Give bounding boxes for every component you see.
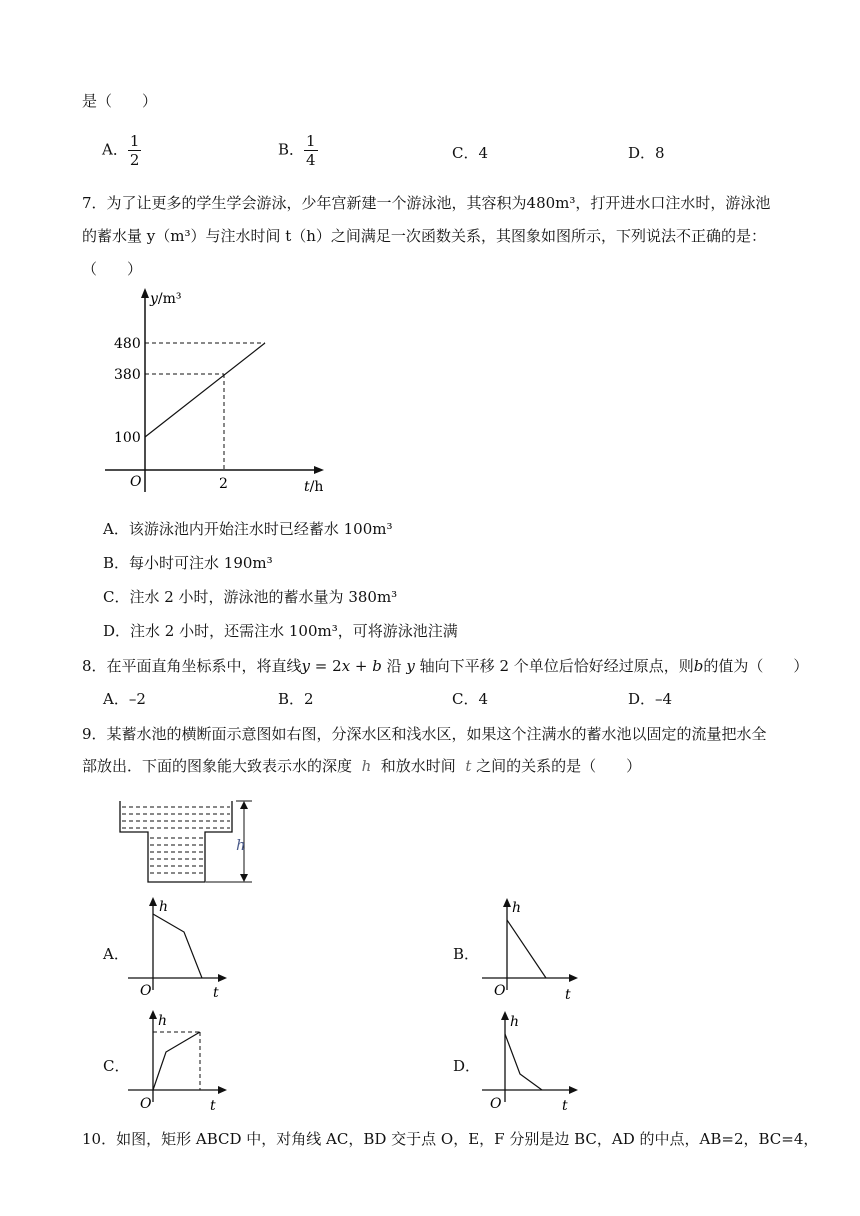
q7-y-label: y/m³ xyxy=(150,291,182,307)
q6-option-d[interactable]: D．8 xyxy=(628,144,665,162)
q8-text-3: 轴向下平移 2 个单位后恰好经过原点，则 xyxy=(414,657,694,675)
q8-var-b: b xyxy=(693,657,704,675)
q9-graph-c-o: O xyxy=(140,1096,152,1112)
q7-tick-100: 100 xyxy=(114,430,141,446)
q9-graph-b-curve xyxy=(507,920,546,978)
pool-water-deep xyxy=(150,838,203,873)
q8-option-c[interactable]: C．4 xyxy=(452,690,489,708)
q9-text-b: 和放水时间 xyxy=(380,757,456,775)
q6-option-c[interactable]: C．4 xyxy=(452,144,489,162)
q9-graph-c-curve xyxy=(153,1032,200,1090)
q7-option-a[interactable]: A．该游泳池内开始注水时已经蓄水 100m³ xyxy=(103,520,393,538)
q9-graph-b-t: t xyxy=(565,987,571,1003)
fraction-denominator: 4 xyxy=(306,151,316,169)
q6-option-a[interactable] xyxy=(102,132,141,169)
q8-option-b[interactable]: B．2 xyxy=(278,690,314,708)
q6-option-a-label: A． xyxy=(102,140,128,159)
q7-line3: （ ） xyxy=(82,260,143,278)
q10-line1: 10．如图，矩形 ABCD 中，对角线 AC，BD 交于点 O，E，F 分别是边 BC，AD 的中点，AB=2，BC=4， xyxy=(82,1130,819,1148)
q8-text-2: 沿 xyxy=(381,657,407,675)
q8-stem xyxy=(82,655,808,676)
q7-function-line xyxy=(145,343,265,437)
q8-eq-y: y xyxy=(301,657,311,675)
q7-tick-480: 480 xyxy=(114,336,141,352)
q9-graph-d xyxy=(475,1007,585,1112)
q7-line2: 的蓄水量 y（m³）与注水时间 t（h）之间满足一次函数关系，其图象如图所示，下列说法不正确的是： xyxy=(82,227,766,245)
q9-text-a: 部放出．下面的图象能大致表示水的深度 xyxy=(82,757,353,775)
q8-text-1: 8．在平面直角坐标系中，将直线 xyxy=(82,657,302,675)
q7-graph xyxy=(0,280,340,500)
q7-origin-label: O xyxy=(130,474,142,490)
fraction-denominator: 2 xyxy=(129,151,140,169)
q9-graph-a-h: h xyxy=(159,899,169,915)
q9-graph-a-t: t xyxy=(213,985,219,1001)
q9-text-c: 之间的关系的是（ ） xyxy=(476,757,642,775)
q9-graph-c xyxy=(120,1007,230,1112)
pool-diagram xyxy=(110,795,280,887)
pool-depth-label: h xyxy=(236,836,246,854)
q9-option-a[interactable]: A． xyxy=(103,945,129,963)
q9-graph-a-curve xyxy=(153,914,202,978)
q7-x-arrow xyxy=(314,466,324,474)
q6-option-b-fraction xyxy=(304,132,318,169)
q9-graph-d-t: t xyxy=(562,1098,568,1114)
q6-option-b-label: B． xyxy=(278,140,305,159)
q9-option-c[interactable]: C． xyxy=(103,1057,130,1075)
pool-water-shallow xyxy=(122,807,230,828)
q9-graph-b xyxy=(475,895,585,1003)
q7-option-b[interactable]: B．每小时可注水 190m³ xyxy=(103,554,273,572)
q9-graph-d-curve xyxy=(505,1034,542,1090)
q8-eq-x: x xyxy=(341,657,351,675)
q9-graph-b-o: O xyxy=(494,983,506,999)
q8-eq-mid: = 2 xyxy=(310,657,342,675)
q9-option-b[interactable]: B． xyxy=(453,945,480,963)
q8-text-4: 的值为（ ） xyxy=(703,657,809,675)
q7-option-c[interactable]: C．注水 2 小时，游泳池的蓄水量为 380m³ xyxy=(103,588,398,606)
q9-line1: 9．某蓄水池的横断面示意图如右图，分深水区和浅水区，如果这个注满水的蓄水池以固定的流量把水全 xyxy=(82,725,767,743)
q6-option-b[interactable] xyxy=(278,132,318,169)
q9-option-d[interactable]: D． xyxy=(453,1057,481,1075)
fraction-numerator: 1 xyxy=(306,132,316,150)
q6-option-a-fraction xyxy=(128,132,142,169)
q8-eq-b: b xyxy=(372,657,382,675)
q9-line2 xyxy=(82,755,641,776)
q9-graph-c-h: h xyxy=(158,1013,168,1029)
q9-graph-a xyxy=(120,895,230,1000)
q7-tick-x2: 2 xyxy=(219,476,228,492)
q8-eq-plus: + xyxy=(350,657,373,675)
q9-var-h: h xyxy=(361,757,372,775)
q7-line1: 7．为了让更多的学生学会游泳，少年宫新建一个游泳池，其容积为480m³，打开进水口注水时，游泳池 xyxy=(82,194,771,212)
q8-option-d[interactable]: D．–4 xyxy=(628,690,673,708)
q8-option-a[interactable]: A．–2 xyxy=(103,690,146,708)
fraction-numerator: 1 xyxy=(129,132,140,150)
q9-graph-d-o: O xyxy=(490,1096,502,1112)
q7-x-label: t/h xyxy=(304,479,324,495)
q6-tail: 是（ ） xyxy=(82,92,158,110)
q7-y-arrow xyxy=(141,288,149,298)
q7-tick-380: 380 xyxy=(114,367,141,383)
q9-var-t: t xyxy=(465,757,472,775)
q9-graph-a-o: O xyxy=(140,983,152,999)
q9-graph-b-h: h xyxy=(512,900,522,916)
q9-graph-d-h: h xyxy=(510,1014,520,1030)
pool-outline xyxy=(120,801,232,882)
q9-graph-c-t: t xyxy=(210,1098,216,1114)
q8-axis-y: y xyxy=(406,657,415,675)
q7-option-d[interactable]: D．注水 2 小时，还需注水 100m³，可将游泳池注满 xyxy=(103,622,458,640)
